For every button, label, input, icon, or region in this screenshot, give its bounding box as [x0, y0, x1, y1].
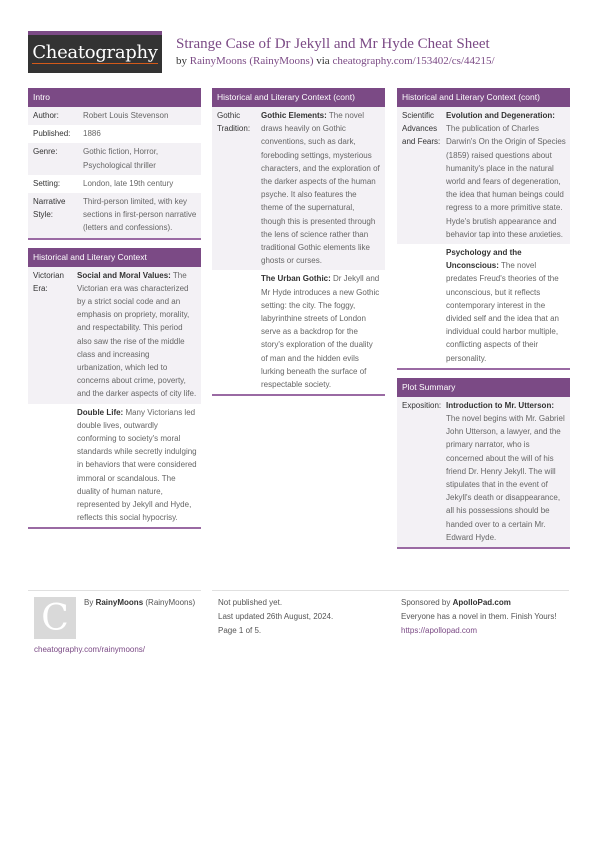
section-title: Historical and Literary Context: [28, 248, 201, 267]
section-title: Historical and Literary Context (cont): [212, 88, 385, 107]
table-row: [212, 270, 385, 394]
footer-divider: [28, 590, 201, 591]
table-row: [397, 397, 570, 547]
cheatography-logo[interactable]: [28, 31, 162, 73]
column-1: [28, 88, 201, 537]
row-key: Gothic Tradition:: [217, 111, 251, 134]
row-text: The novel predates Freud's theories of the unconscious, but it reflects contemporary interest in the divided self and the idea that an individual could harbor multiple, conflicting aspects of their personality.: [446, 261, 559, 363]
table-row: [397, 244, 570, 368]
row-key: Genre:: [33, 147, 58, 157]
row-term: Evolution and Degeneration:: [446, 111, 555, 120]
sponsor-link[interactable]: https://apollopad.com: [401, 626, 478, 635]
row-value: Third-person limited, with key sections in first-person narrative (letters and confessions).: [83, 197, 197, 233]
section-plot-summary: [397, 378, 570, 549]
row-term: Double Life:: [77, 407, 124, 417]
row-value: [446, 399, 570, 544]
author-link[interactable]: RainyMoons (RainyMoons): [189, 55, 314, 67]
row-key: Exposition:: [402, 400, 442, 410]
row-text: The publication of Charles Darwin's On the Origin of Species (1859) raised questions about humanity's place in the natural world and fears of degeneration, the idea that human beings could regress to a more primitive state. Hyde's brutish appearance and behavior tap into these anxieties.: [446, 124, 566, 239]
row-value: 1886: [83, 129, 101, 139]
row-text: The novel draws heavily on Gothic conventions, such as dark, foreboding settings, mysterious characters, and the exploration of the darker aspects of the human psyche. It also features the theme of the supernatural, though this is presented through the lens of science rather than traditional Gothic elements like ghosts or curses.: [261, 111, 380, 266]
row-key: [397, 246, 446, 365]
row-value: [261, 272, 385, 391]
row-key: Setting:: [33, 178, 61, 188]
section-historical-context: [28, 248, 201, 530]
row-term: Psychology and the Unconscious:: [446, 248, 522, 271]
row-value: London, late 19th century: [83, 178, 174, 188]
page-number: Page 1 of 5.: [218, 626, 262, 635]
by-label: by: [176, 55, 187, 67]
table-row: [397, 107, 570, 244]
row-term: Gothic Elements:: [261, 111, 327, 120]
row-term: The Urban Gothic:: [261, 274, 331, 284]
footer-divider: [212, 590, 569, 591]
footer-meta: [218, 596, 333, 638]
column-3: [397, 88, 570, 557]
row-value: [77, 269, 201, 401]
section-historical-context-cont-2: [397, 88, 570, 370]
page-title: Strange Case of Dr Jekyll and Mr Hyde Cheat Sheet: [176, 36, 490, 52]
row-value: [261, 109, 385, 267]
table-row: [212, 107, 385, 270]
row-text: The Victorian era was characterized by a strict social code and an emphasis on propriety, morality, and respectability. This period also saw the rise of the middle class and increasing urbanization, which led to concerns about crime, poverty, and the darker aspects of city life.: [77, 270, 197, 399]
table-row: [28, 193, 201, 238]
row-key: [28, 406, 77, 525]
sponsored-label: Sponsored by: [401, 598, 451, 607]
row-key: Victorian Era:: [33, 270, 64, 293]
by-label: By: [84, 598, 94, 607]
avatar-letter: C: [41, 597, 69, 639]
row-value: Robert Louis Stevenson: [83, 111, 169, 120]
sponsor-tagline: Everyone has a novel in them. Finish Yours!: [401, 612, 557, 621]
sponsor-name[interactable]: ApolloPad.com: [452, 598, 511, 607]
row-term: Social and Moral Values:: [77, 270, 171, 280]
author-name[interactable]: RainyMoons: [95, 598, 144, 607]
row-key: Scientific Advances and Fears:: [402, 111, 441, 147]
table-row: [28, 175, 201, 193]
row-key: Author:: [33, 111, 59, 120]
row-value: Gothic fiction, Horror, Psychological thriller: [83, 147, 159, 170]
section-title: Intro: [28, 88, 201, 107]
logo-text: Cheatography: [32, 42, 158, 63]
table-row: [28, 143, 201, 174]
footer-author: [84, 596, 195, 610]
section-historical-context-cont: [212, 88, 385, 396]
row-key: Published:: [33, 129, 71, 139]
section-intro: [28, 88, 201, 240]
author-avatar[interactable]: [34, 597, 76, 639]
last-updated: Last updated 26th August, 2024.: [218, 612, 334, 621]
column-2: [212, 88, 385, 404]
sheet-url-link[interactable]: cheatography.com/153402/cs/44215/: [332, 55, 495, 67]
author-handle: (RainyMoons): [145, 598, 196, 607]
row-value: [446, 109, 570, 241]
row-value: [77, 406, 201, 525]
row-text: Many Victorians led double lives, outwardly conforming to society's moral standards while secretly indulging in behaviors that were considered immoral or scandalous. The duality of human nature, represented by Jekyll and Hyde, reflects this social hypocrisy.: [77, 407, 197, 523]
row-text: Dr Jekyll and Mr Hyde introduces a new Gothic setting: the city. The foggy, labyrinthine streets of London serve as a backdrop for the story's exploration of the duality of man and the hidden evils lurking beneath the surface of respectable society.: [261, 274, 380, 390]
profile-link[interactable]: cheatography.com/rainymoons/: [34, 645, 146, 654]
byline: [176, 55, 495, 67]
row-key: [212, 272, 261, 391]
via-label: via: [316, 55, 330, 67]
section-title: Historical and Literary Context (cont): [397, 88, 570, 107]
row-value: [446, 246, 570, 365]
row-text: The novel begins with Mr. Gabriel John Utterson, a lawyer, and the primary narrator, who is concerned about the will of his friend Dr. Henry Jekyll. The will stipulates that in the event of Jekyll's death or disappearance, all his possessions should be handed over to a certain Mr. Edward Hyde.: [446, 414, 565, 542]
table-row: [28, 267, 201, 404]
row-term: Introduction to Mr. Utterson:: [446, 400, 554, 410]
row-key: Narrative Style:: [33, 197, 66, 220]
table-row: [28, 125, 201, 143]
section-title: Plot Summary: [397, 378, 570, 397]
publish-status: Not published yet.: [218, 598, 283, 607]
footer-sponsor: [401, 596, 571, 638]
table-row: [28, 404, 201, 528]
table-row: [28, 107, 201, 125]
